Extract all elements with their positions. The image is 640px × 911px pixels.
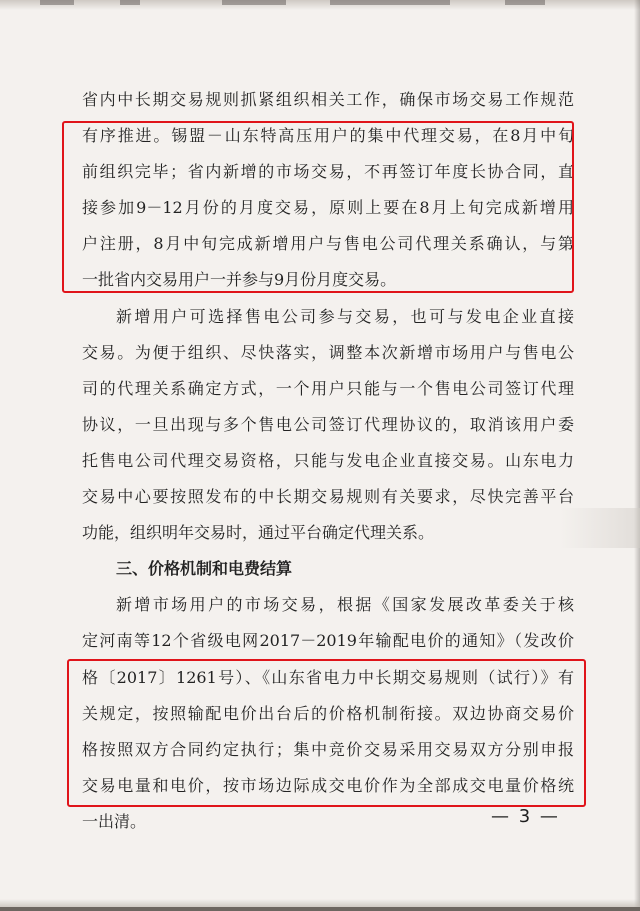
text-line: 定河南等12个省级电网2017－2019年输配电价的通知》（发改价	[82, 631, 574, 651]
paragraph-2	[82, 299, 574, 552]
text-line: 交易电量和电价，按市场边际成交电价作为全部成交电量价格统	[82, 775, 574, 795]
text-line: 协议，一旦出现与多个售电公司签订代理协议的，取消该用户委	[82, 414, 574, 434]
text-line: 一批省内交易用户一并参与9月份月度交易。	[82, 270, 397, 290]
text-line: 功能，组织明年交易时，通过平台确定代理关系。	[82, 523, 435, 543]
scan-top-edge	[0, 0, 640, 10]
scan-mark	[222, 0, 286, 5]
scan-mark	[505, 0, 545, 5]
text-line: 交易。为便于组织、尽快落实，调整本次新增市场用户与售电公	[82, 342, 574, 362]
text-line: 接参加9－12月份的月度交易，原则上要在8月上旬完成新增用	[82, 198, 574, 218]
highlight-box	[62, 121, 574, 293]
section-heading: 三、价格机制和电费结算	[116, 559, 293, 579]
page-number: — 3 —	[491, 806, 560, 827]
text-line: 新增用户可选择售电公司参与交易，也可与发电企业直接	[116, 306, 574, 326]
highlight-box	[67, 659, 586, 807]
scan-mark	[40, 0, 74, 5]
text-line: 有序推进。锡盟－山东特高压用户的集中代理交易，在8月中旬	[82, 126, 574, 146]
scan-mark	[120, 0, 140, 5]
text-line: 托售电公司代理交易资格，只能与发电企业直接交易。山东电力	[82, 450, 574, 470]
scan-bottom-edge	[0, 899, 640, 911]
text-line: 前组织完毕；省内新增的市场交易，不再签订年度长协合同，直	[82, 162, 574, 182]
text-line: 户注册，8月中旬完成新增用户与售电公司代理关系确认，与第	[82, 234, 574, 254]
scan-mark	[330, 0, 450, 5]
text-line: 新增市场用户的市场交易，根据《国家发展改革委关于核	[116, 595, 574, 615]
text-line: 关规定，按照输配电价出台后的价格机制衔接。双边协商交易价	[82, 703, 574, 723]
text-line: 司的代理关系确定方式，一个用户只能与一个售电公司签订代理	[82, 378, 574, 398]
text-line: 一出清。	[82, 811, 147, 831]
text-line: 省内中长期交易规则抓紧组织相关工作，确保市场交易工作规范	[82, 90, 574, 109]
text-line: 格按照双方合同约定执行；集中竞价交易采用交易双方分别申报	[82, 739, 574, 759]
text-line: 交易中心要按照发布的中长期交易规则有关要求，尽快完善平台	[82, 487, 574, 507]
scan-right-edge	[634, 0, 640, 911]
text-line: 格〔2017〕1261号）、《山东省电力中长期交易规则（试行）》有	[82, 667, 574, 687]
